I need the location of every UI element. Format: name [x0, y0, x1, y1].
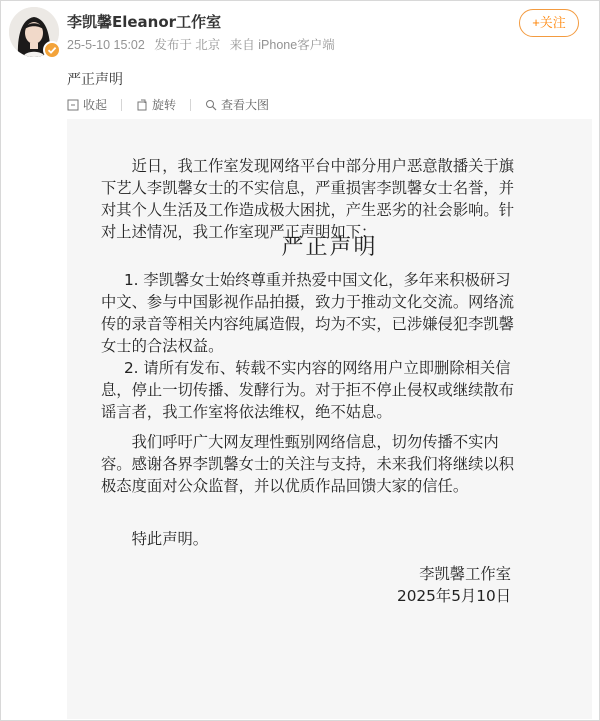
statement-item-1: 1. 李凯馨女士始终尊重并热爱中国文化，多年来积极研习中文、参与中国影视作品拍摄，致力于推动文化交流。网络流传的录音等相关内容纯属造假，均为不实，已涉嫌侵犯李凯馨女士的合法权益。 — [101, 271, 515, 355]
toolbar-divider — [121, 99, 122, 111]
signature-block — [397, 563, 511, 607]
post-meta — [67, 35, 341, 53]
rotate-icon — [136, 99, 148, 111]
collapse-label: 收起 — [83, 98, 108, 112]
statement-date: 2025年5月10日 — [396, 587, 511, 605]
rotate-label: 旋转 — [152, 98, 177, 112]
username[interactable]: 李凯馨Eleanor工作室 — [67, 13, 222, 31]
verified-badge-icon — [43, 41, 61, 59]
statement-closing: 特此声明。 — [131, 530, 209, 548]
statement-intro: 近日，我工作室发现网络平台中部分用户恶意散播关于旗下艺人李凯馨女士的不实信息，严重损害李凯馨女士名誉，并对其个人生活及工作造成极大困扰，产生恶劣的社会影响。针对上述情况，我工作室现严正声明如下： — [101, 157, 515, 241]
location: 发布于 北京 — [154, 38, 221, 52]
statement-appeal: 我们呼吁广大网友理性甄别网络信息，切勿传播不实内容。感谢各界李凯馨女士的关注与支持，未来我们将继续以积极态度面对公众监督，并以优质作品回馈大家的信任。 — [101, 433, 515, 495]
view-large-label: 查看大图 — [221, 98, 270, 112]
rotate-button[interactable] — [136, 96, 176, 113]
source: 来自 iPhone客户端 — [229, 38, 335, 52]
image-toolbar — [67, 96, 269, 113]
follow-button[interactable]: +关注 — [519, 9, 579, 37]
signature: 李凯馨工作室 — [419, 565, 511, 583]
magnifier-icon — [205, 99, 217, 111]
post-text: 严正声明 — [67, 71, 123, 87]
document-title: 严正声明 — [281, 235, 378, 260]
post-header — [9, 7, 593, 59]
view-large-button[interactable] — [205, 96, 269, 113]
statement-item-2: 2. 请所有发布、转载不实内容的网络用户立即删除相关信息，停止一切传播、发酵行为。对于拒不停止侵权或继续散布谣言者，我工作室将依法维权，绝不姑息。 — [101, 359, 515, 421]
toolbar-divider — [190, 99, 191, 111]
timestamp[interactable]: 25-5-10 15:02 — [67, 38, 145, 52]
statement-list — [101, 269, 521, 423]
collapse-button[interactable] — [67, 96, 107, 113]
collapse-icon — [67, 99, 79, 111]
